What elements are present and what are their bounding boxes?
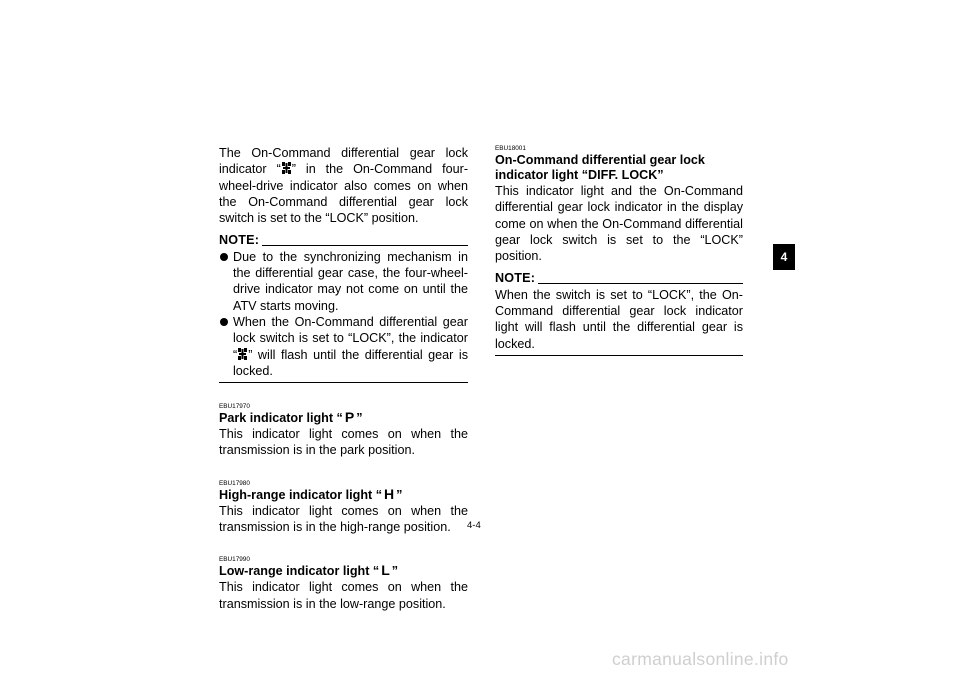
note-bullet [219, 249, 468, 314]
park-section [219, 403, 468, 459]
section-title [219, 564, 468, 579]
bullet-dot [220, 318, 228, 326]
section-title [219, 485, 468, 503]
note-bullet-text: Due to the synchronizing mechanism in the differential gear case, the four-wheel-drive indicator may not come on until the ATV starts moving. [233, 249, 468, 313]
title-text: Park indicator light “ [219, 411, 343, 426]
diff-lock-icon [238, 348, 247, 360]
intro-open-quote: “ [276, 162, 281, 177]
diff-lock-icon [282, 162, 291, 174]
title-close-quote: ” [396, 487, 403, 502]
page-number: 4-4 [467, 520, 481, 531]
title-text: High-range indicator light “ [219, 487, 383, 502]
note-bullet-text: When the On-Command differential gear lock switch is set to “LOCK”, the indicator “ [233, 314, 468, 362]
diff-lock-body: This indicator light and the On-Command differential gear lock indicator in the display come on when the On-Command differential gear lock switch is set to the “LOCK” position. [495, 184, 743, 264]
note-bullet-text: ” will flash until the differential gear is locked. [233, 347, 468, 378]
section-code: EBU17990 [219, 556, 250, 564]
low-range-section [219, 556, 468, 612]
watermark: carmanualsonline.info [612, 649, 789, 669]
section-title [219, 411, 468, 426]
note-label: NOTE: [219, 233, 260, 248]
high-range-symbol-icon: H [384, 485, 395, 502]
section-body: This indicator light comes on when the transmission is in the park position. [219, 427, 468, 458]
chapter-tab: 4 [773, 244, 795, 270]
intro-lead: The On-Command differential gear lock indicator [219, 146, 468, 177]
section-code: EBU17980 [219, 479, 250, 487]
intro-text: ” in the On-Command four-wheel-drive indicator also comes on when the On-Command differential gear lock switch is set to the “LOCK” position. [219, 162, 469, 226]
note-header [495, 270, 743, 286]
diff-lock-title: On-Command differential gear lock indicator light “DIFF. LOCK” [495, 153, 705, 182]
title-close-quote: ” [391, 564, 399, 579]
note-rule [262, 245, 468, 246]
low-range-symbol-icon: L [381, 562, 390, 579]
note-rule [538, 283, 743, 284]
note-end-rule [219, 382, 468, 383]
park-symbol-icon: P [344, 409, 355, 426]
section-body: This indicator light comes on when the transmission is in the low-range position. [219, 580, 468, 611]
title-text: Low-range indicator light “ [219, 564, 380, 579]
intro-paragraph [219, 145, 468, 226]
section-code: EBU18001 [495, 145, 526, 152]
high-range-section [219, 480, 468, 536]
title-close-quote: ” [356, 411, 363, 426]
note-text: When the switch is set to “LOCK”, the On-Command differential gear lock indicator light will flash until the differential gear is locked. [495, 287, 743, 351]
left-column [219, 145, 468, 612]
note-label: NOTE: [495, 271, 536, 286]
note-bullets [219, 249, 468, 379]
section-code: EBU17970 [219, 403, 250, 411]
note-header [219, 232, 468, 248]
note-bullet [219, 314, 468, 379]
bullet-dot [220, 253, 228, 261]
right-column [495, 145, 743, 356]
note-end-rule [495, 355, 743, 356]
section-body: This indicator light comes on when the transmission is in the high-range position. [219, 503, 468, 535]
